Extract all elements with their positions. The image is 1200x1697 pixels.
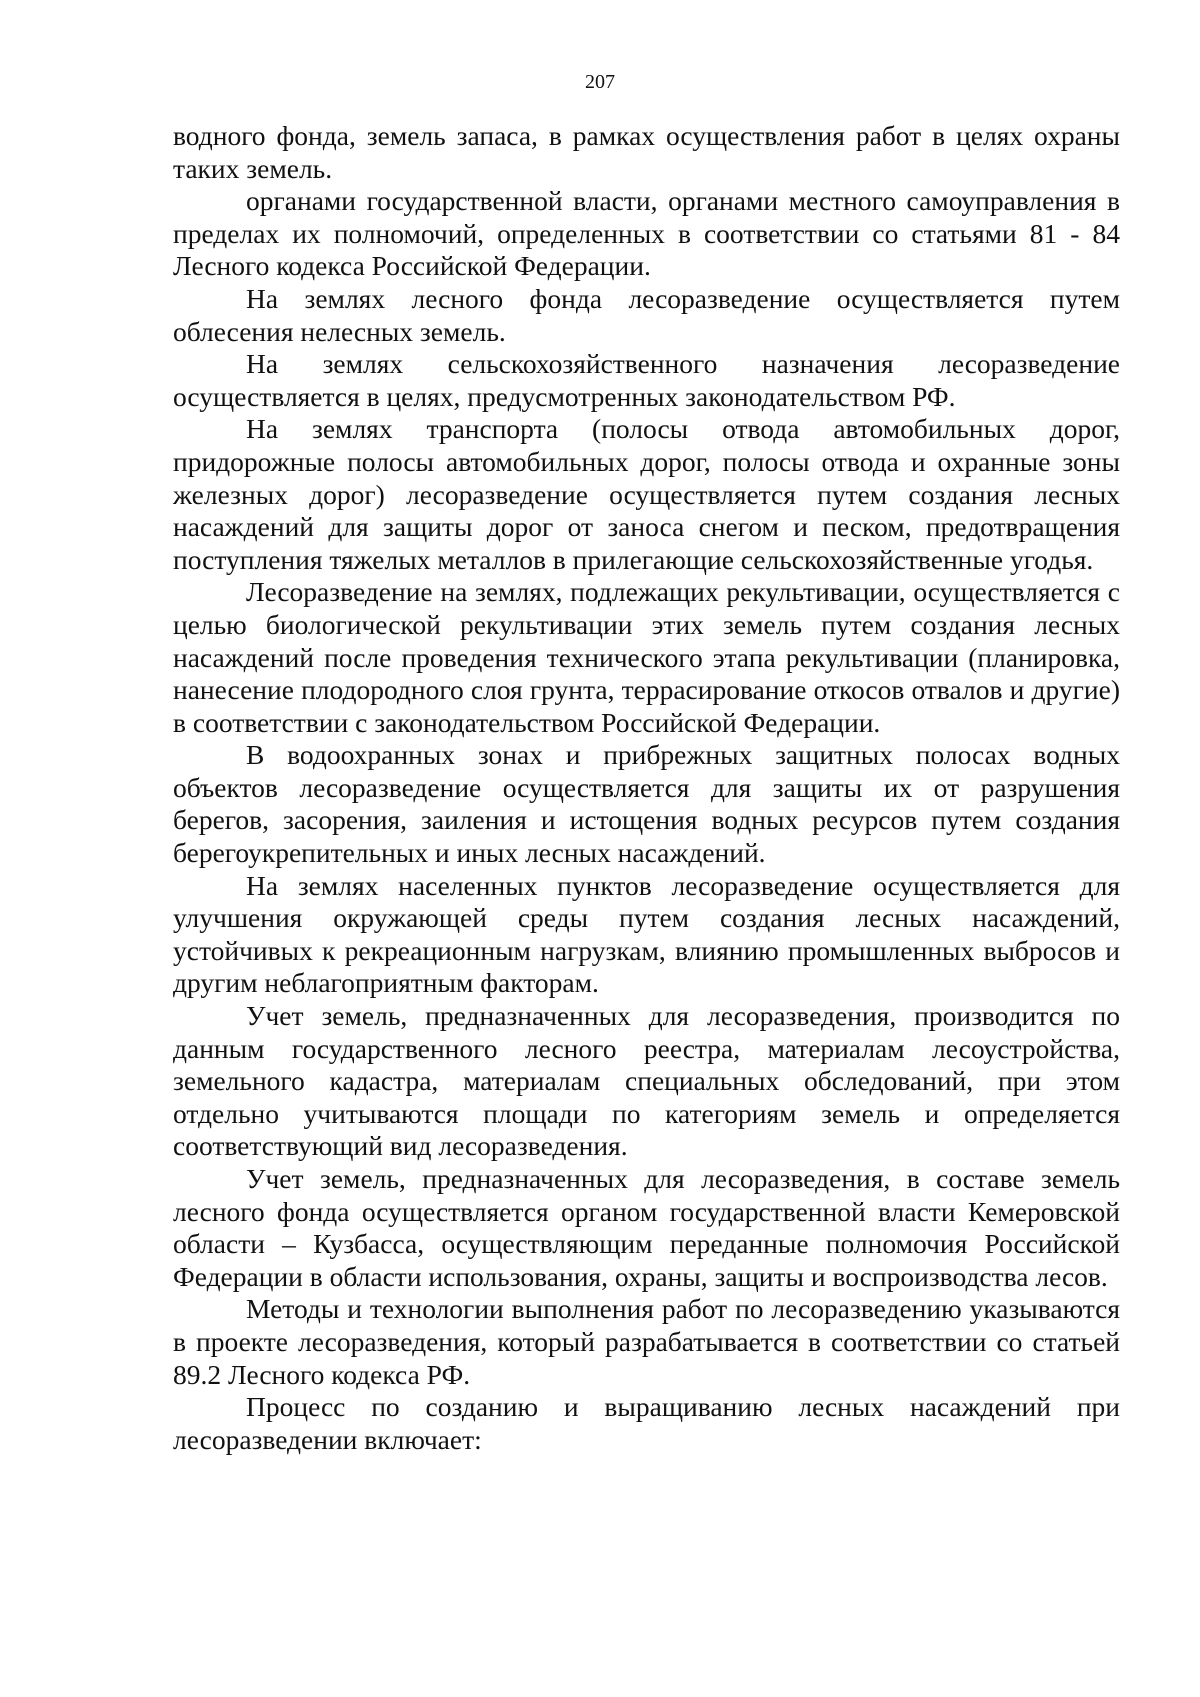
paragraph: На землях лесного фонда лесоразведение осуществляется путем облесения нелесных земель. (173, 282, 1120, 347)
document-body (173, 120, 1120, 1456)
paragraph: Методы и технологии выполнения работ по лесоразведению указываются в проекте лесоразведения, который разрабатывается в соответствии со статьей 89.2 Лесного кодекса РФ. (173, 1293, 1120, 1390)
paragraph: водного фонда, земель запаса, в рамках осуществления работ в целях охраны таких земель. (173, 120, 1120, 184)
paragraph: На землях населенных пунктов лесоразведение осуществляется для улучшения окружающей среды путем создания лесных насаждений, устойчивых к рекреационным нагрузкам, влиянию промышленных выбросов и другим неблагоприятным факторам. (173, 869, 1120, 999)
paragraph: Процесс по созданию и выращиванию лесных насаждений при лесоразведении включает: (173, 1391, 1120, 1455)
paragraph: Лесоразведение на землях, подлежащих рекультивации, осуществляется с целью биологической рекультивации этих земель путем создания лесных насаждений после проведения технического этапа рекультивации (планировка, нанесение плодородного слоя грунта, террасирование откосов отвалов и другие) в соответствии с законодательством Российской Федерации. (173, 576, 1120, 738)
paragraph: В водоохранных зонах и прибрежных защитных полосах водных объектов лесоразведение осуществляется для защиты их от разрушения берегов, засорения, заиления и истощения водных ресурсов путем создания берегоукрепительных и иных лесных насаждений. (173, 739, 1120, 869)
paragraph: Учет земель, предназначенных для лесоразведения, в составе земель лесного фонда осуществляется органом государственной власти Кемеровской области – Кузбасса, осуществляющим переданные полномочия Российской Федерации в области использования, охраны, защиты и воспроизводства лесов. (173, 1163, 1120, 1292)
page-number: 207 (585, 71, 615, 93)
paragraph: Учет земель, предназначенных для лесоразведения, производится по данным государственного лесного реестра, материалам лесоустройства, земельного кадастра, материалам специальных обследований, при этом отдельно учитываются площади по категориям земель и определяется соответствующий вид лесоразведения. (173, 1000, 1120, 1162)
paragraph: На землях сельскохозяйственного назначения лесоразведение осуществляется в целях, предусмотренных законодательством РФ. (173, 348, 1120, 412)
paragraph: органами государственной власти, органами местного самоуправления в пределах их полномочий, определенных в соответствии со статьями 81 - 84 Лесного кодекса Российской Федерации. (173, 185, 1120, 282)
paragraph: На землях транспорта (полосы отвода автомобильных дорог, придорожные полосы автомобильных дорог, полосы отвода и охранные зоны железных дорог) лесоразведение осуществляется путем создания лесных насаждений для защиты дорог от заноса снегом и песком, предотвращения поступления тяжелых металлов в прилегающие сельскохозяйственные угодья. (173, 413, 1120, 575)
